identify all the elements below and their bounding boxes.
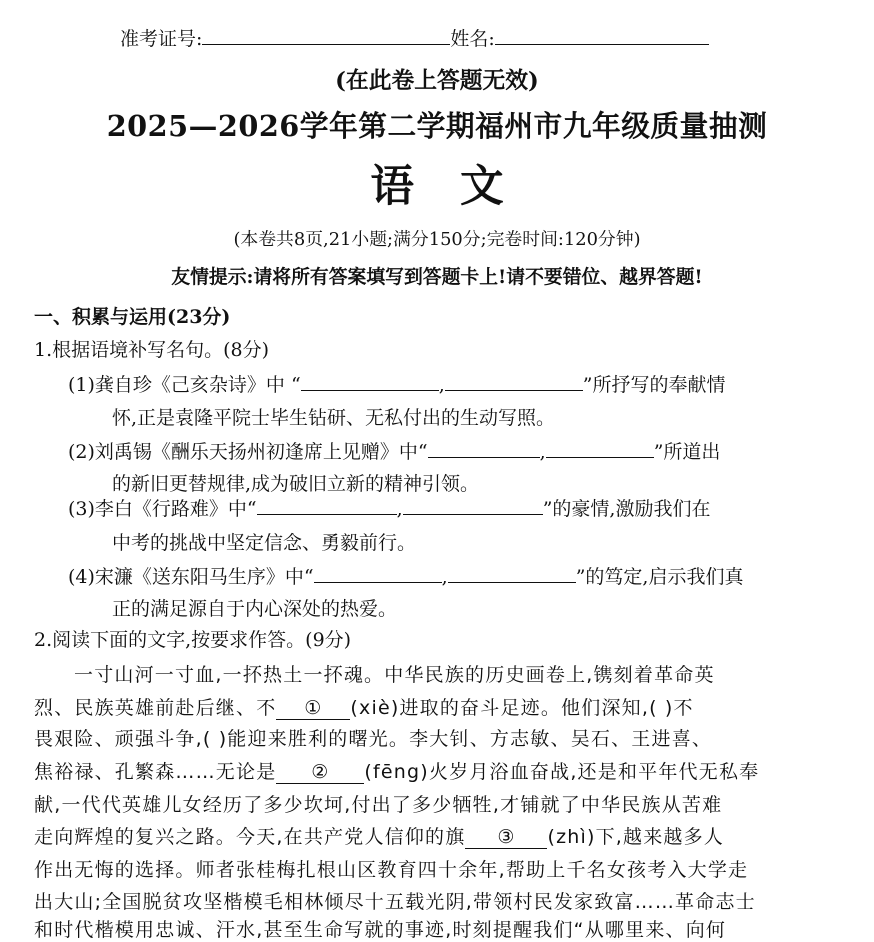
item-number: (3) [68,498,95,520]
item-prefix: 李白《行路难》中“ [94,498,257,520]
exam-title: 2025—2026学年第二学期福州市九年级质量抽测 [106,109,768,143]
item-prefix: 龚自珍《己亥杂诗》中 “ [94,374,301,396]
answer-blank [257,495,397,515]
passage-line: 献,一代代英雄儿女经历了多少坎坷,付出了多少牺牲,才铺就了中华民族从苦难 [34,794,723,816]
passage-text: (zhì)下,越来越多人 [547,826,725,848]
item-suffix: ”所抒写的奉献情 [582,374,726,396]
passage-text: 走向辉煌的复兴之路。今天,在共产党人信仰的旗 [34,826,466,848]
exam-info: (本卷共8页,21小题;满分150分;完卷时间:120分钟) [233,229,641,250]
item-comma: , [539,441,546,463]
name-blank [495,25,709,45]
answer-blank [428,438,540,458]
item-number: (4) [68,566,95,588]
q1-item-1-continuation: 怀,正是袁隆平院士毕生钻研、无私付出的生动写照。 [112,407,556,429]
passage-line [34,757,759,784]
item-suffix: ”的笃定,启示我们真 [575,566,744,588]
question-2-stem: 2.阅读下面的文字,按要求作答。(9分) [34,629,352,651]
item-comma: , [438,374,445,396]
fill-blank-2: ② [276,761,364,784]
item-suffix: ”所道出 [653,441,721,463]
passage-line: 作出无悔的选择。师者张桂梅扎根山区教育四十余年,帮助上千名女孩考入大学走 [34,859,749,881]
passage-line: 一寸山河一寸血,一抔热土一抔魂。中华民族的历史画卷上,镌刻着革命英 [74,664,715,686]
answer-blank [445,371,583,391]
item-number: (2) [68,441,95,463]
answer-blank [546,438,654,458]
passage-text: 焦裕禄、孔繁森……无论是 [34,761,277,783]
item-prefix: 宋濂《送东阳马生序》中“ [94,566,314,588]
item-number: (1) [68,374,95,396]
invalid-note: (在此卷上答题无效) [335,68,539,94]
q1-item-2 [68,437,720,464]
question-1-stem: 1.根据语境补写名句。(8分) [34,339,270,361]
q1-item-2-continuation: 的新旧更替规律,成为破旧立新的精神引领。 [112,473,480,495]
passage-line [34,693,694,720]
q1-item-4 [68,562,743,589]
fill-blank-1: ① [276,697,350,720]
passage-line: 和时代楷模用忠诚、汗水,甚至生命写就的事迹,时刻提醒我们“从哪里来、向何 [34,919,727,941]
item-comma: , [396,498,403,520]
q1-item-3-continuation: 中考的挑战中坚定信念、勇毅前行。 [112,532,417,554]
item-prefix: 刘禹锡《酬乐天扬州初逢席上见赠》中“ [94,441,428,463]
answer-blank [403,495,543,515]
friendly-tip: 友情提示:请将所有答案填写到答题卡上!请不要错位、越界答题! [171,266,703,288]
passage-text: (xiè)进取的奋斗足迹。他们深知,( )不 [350,697,694,719]
passage-text: (fēng)火岁月浴血奋战,还是和平年代无私奉 [364,761,760,783]
name-label: 姓名: [450,28,495,50]
fill-blank-3: ③ [465,826,547,849]
q1-item-1 [68,370,725,397]
passage-line: 畏艰险、顽强斗争,( )能迎来胜利的曙光。李大钊、方志敏、吴石、王进喜、 [34,728,713,750]
q1-item-3 [68,494,710,521]
answer-blank [314,563,442,583]
item-comma: , [441,566,448,588]
subject-title: 语文 [370,161,550,212]
exam-no-label: 准考证号: [120,28,203,50]
exam-no-blank [202,25,450,45]
exam-number-line [120,24,709,51]
answer-blank [301,371,439,391]
passage-text: 烈、民族英雄前赴后继、不 [34,697,277,719]
q1-item-4-continuation: 正的满足源自于内心深处的热爱。 [112,598,398,620]
passage-line: 出大山;全国脱贫攻坚楷模毛相林倾尽十五载光阴,带领村民发家致富……革命志士 [34,891,756,913]
section-heading: 一、积累与运用(23分) [34,306,231,328]
answer-blank [448,563,576,583]
item-suffix: ”的豪情,激励我们在 [542,498,711,520]
passage-line [34,822,724,849]
